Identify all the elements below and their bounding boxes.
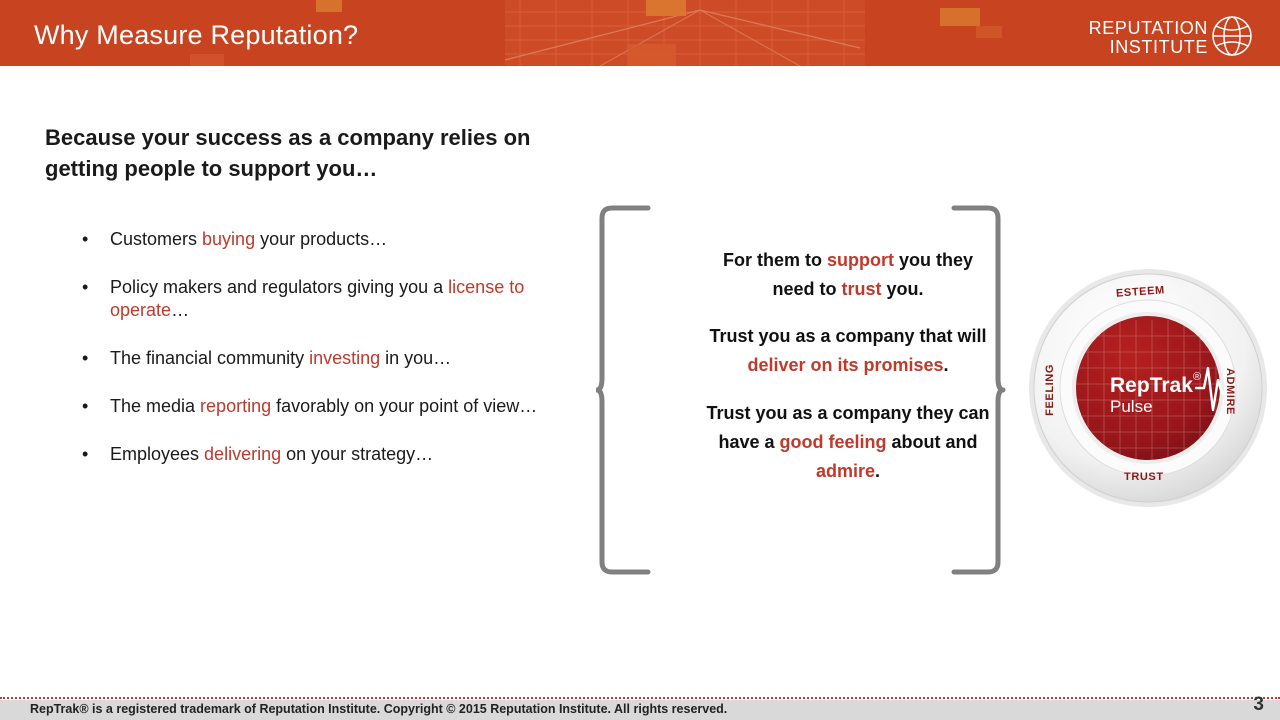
middle-text-part: Trust you as a company that will xyxy=(709,326,987,347)
middle-text-highlight: good feeling xyxy=(779,431,887,452)
bullet-marker: • xyxy=(82,444,89,465)
lead-line-two: getting people to support you… xyxy=(45,156,378,182)
bullet-text-post: … xyxy=(171,300,190,321)
bullet-text-highlight: reporting xyxy=(200,396,272,417)
list-item xyxy=(76,443,596,466)
middle-text-part: you. xyxy=(881,279,924,300)
globe-icon xyxy=(1206,14,1258,58)
pulse-label-trust: TRUST xyxy=(1124,471,1164,483)
logo-wordmark xyxy=(1089,19,1208,57)
bullet-text-highlight: delivering xyxy=(204,444,282,465)
page-number: 3 xyxy=(1253,694,1264,715)
pulse-label-feeling: FEELING xyxy=(1044,364,1056,416)
slide-header xyxy=(0,0,1280,66)
bullet-text-highlight: investing xyxy=(309,348,381,369)
footer-copyright: RepTrak® is a registered trademark of Reputation Institute. Copyright © 2015 Reputation Institute. All rights reserved. xyxy=(30,702,728,716)
pulse-brand-registered: ® xyxy=(1193,371,1202,383)
bullet-text-post: your products… xyxy=(255,229,388,249)
bullet-marker: • xyxy=(82,396,89,417)
bullet-text-pre: Employees xyxy=(110,444,205,465)
middle-text-part: . xyxy=(875,460,881,481)
middle-text-highlight: admire xyxy=(815,460,875,481)
page-title: Why Measure Reputation? xyxy=(34,20,359,50)
list-item xyxy=(76,347,596,370)
bullet-marker: • xyxy=(82,348,89,369)
bullet-text-highlight: license to operate xyxy=(110,277,525,321)
lead-statement xyxy=(45,122,605,184)
middle-text-part: Trust you as a company they can have a xyxy=(706,402,990,452)
middle-text-part: about and xyxy=(886,431,978,452)
middle-paragraph xyxy=(700,246,996,304)
middle-text-highlight: trust xyxy=(841,279,882,300)
bullet-text-pre: Customers xyxy=(110,229,203,249)
bullet-text-pre: The financial community xyxy=(110,348,310,369)
bullet-marker: • xyxy=(82,229,89,249)
middle-text-part: For them to xyxy=(722,250,827,270)
reputation-institute-logo xyxy=(1034,10,1264,58)
bullet-text-post: favorably on your point of view… xyxy=(271,396,538,417)
middle-text-part: . xyxy=(943,355,949,376)
logo-line-one: REPUTATION xyxy=(1088,18,1208,38)
middle-text-part: you they need to xyxy=(772,250,973,300)
bullet-list xyxy=(76,228,596,491)
bullet-marker: • xyxy=(82,277,89,298)
middle-text-block xyxy=(700,246,996,486)
reptrak-pulse-graphic xyxy=(1028,268,1268,508)
left-brace xyxy=(596,204,692,576)
list-item xyxy=(76,228,596,251)
bullet-text-post: in you… xyxy=(380,348,452,369)
pulse-brand-reptrak: RepTrak xyxy=(1110,374,1193,397)
middle-text-highlight: deliver on its promises xyxy=(747,355,944,376)
middle-text-highlight: support xyxy=(826,250,894,270)
pulse-brand-pulse: Pulse xyxy=(1110,397,1153,416)
list-item xyxy=(76,395,596,418)
list-item xyxy=(76,276,596,322)
lead-line-one: Because your success as a company relies on xyxy=(45,125,531,150)
bullet-text-post: on your strategy… xyxy=(281,444,434,465)
pulse-label-admire: ADMIRE xyxy=(1224,368,1236,415)
middle-paragraph xyxy=(700,399,996,486)
pulse-label-esteem: ESTEEM xyxy=(1115,284,1166,300)
logo-line-two: INSTITUTE xyxy=(1109,36,1208,57)
bullet-text-pre: Policy makers and regulators giving you a xyxy=(110,277,449,298)
bullet-text-pre: The media xyxy=(110,396,201,417)
bullet-text-highlight: buying xyxy=(202,229,256,249)
middle-paragraph xyxy=(700,322,996,380)
